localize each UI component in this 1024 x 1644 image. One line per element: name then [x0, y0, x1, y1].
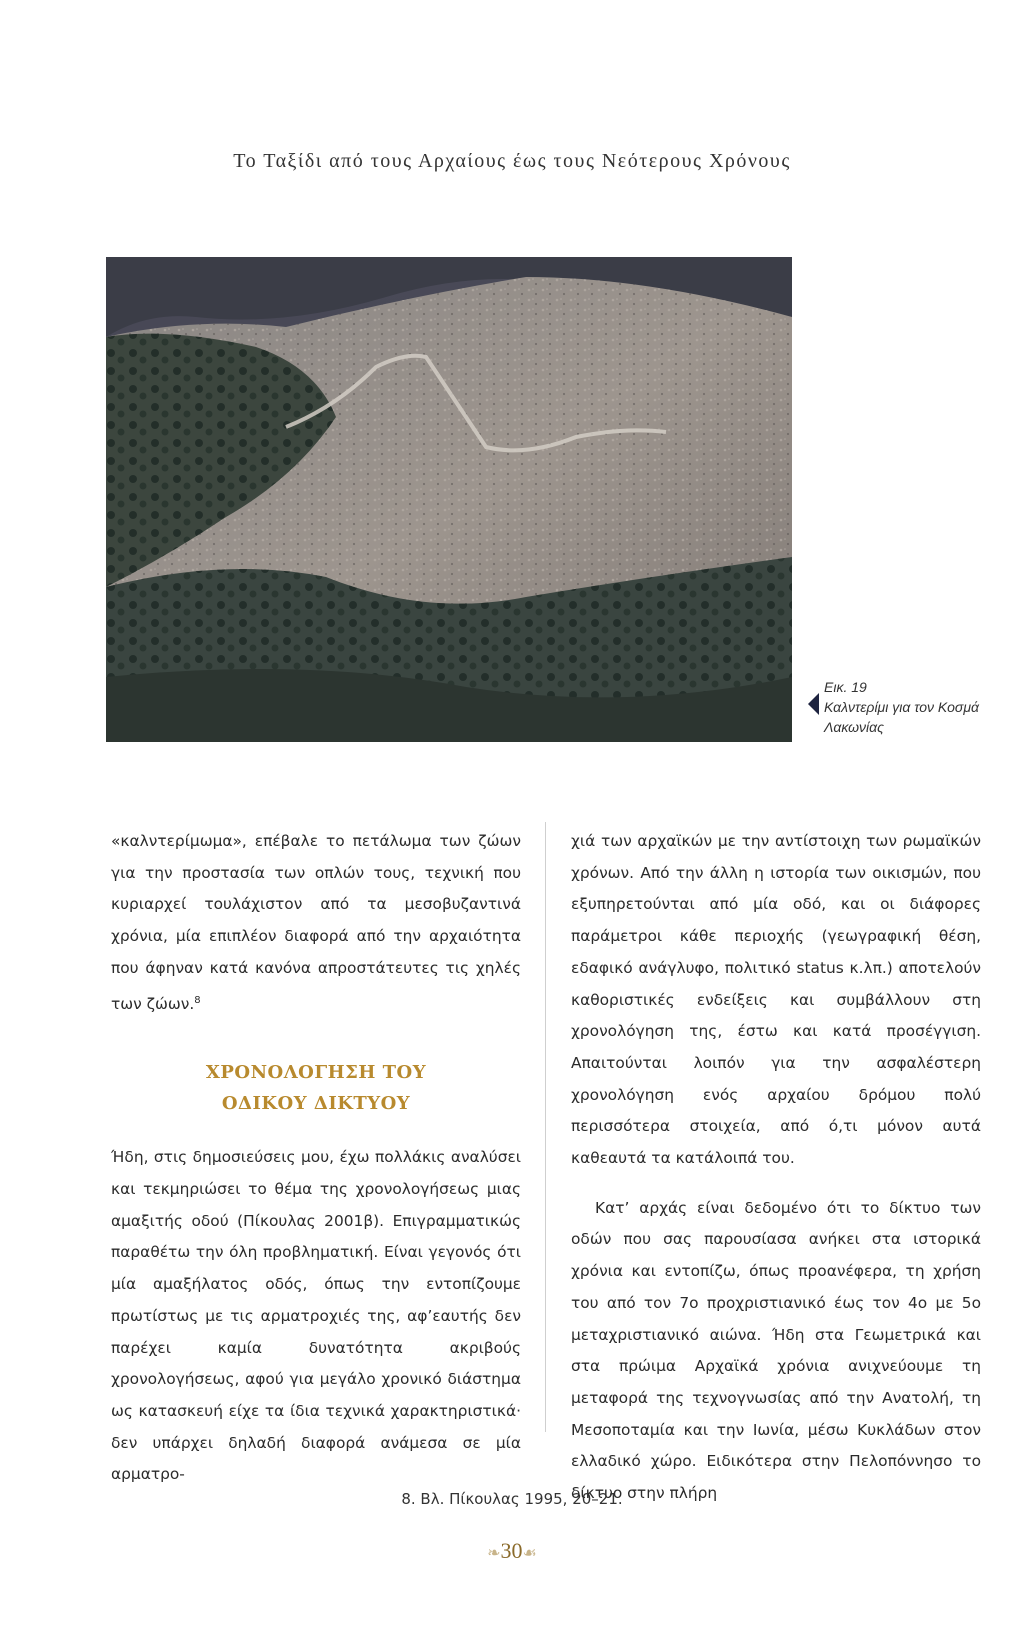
- body-paragraph: Ήδη, στις δημοσιεύσεις μου, έχω πολλάκις αναλύσει και τεκμηριώσει το θέμα της χρονολογήσεως μιας αμαξιτής οδού (Πίκουλας 2001β). Επιγραμματικώς παραθέτω την όλη προβληματική. Είναι γεγονός ότι μία αμαξήλατος οδός, όπως την εντοπίζουμε πρωτίστως με τις αρματροχιές της, αφ’εαυτής δεν παρέχει καμία δυνατότητα ακριβούς χρονολογήσεως, αφού για μεγάλο χρονικό διάστημα ως κατασκευή είχε τα ίδια τεχνικά χαρακτηριστικά· δεν υπάρχει δηλαδή διαφορά ανάμεσα σε μία αρματρο-: [111, 1148, 521, 1484]
- right-ornament-icon: ☙: [522, 1545, 537, 1562]
- intro-text: «καλντερίμωμα», επέβαλε το πετάλωμα των ζώων για την προστασία των οπλών τους, τεχνική που κυριαρχεί τουλάχιστον από τα μεσοβυζαντινά χρόνια, μία επιπλέον διαφορά από την αρχαιότητα που άφηναν κατά κανόνα απροστάτευτες τις χηλές των ζώων.: [111, 832, 521, 1013]
- page-number-value: 30: [500, 1538, 523, 1563]
- page-number: [0, 1538, 1024, 1564]
- left-column: [111, 826, 521, 1491]
- heading-line-1: ΧΡΟΝΟΛΟΓΗΣΗ ΤΟΥ: [205, 1062, 427, 1084]
- intro-paragraph: [111, 826, 521, 1020]
- landscape-image: [106, 257, 792, 742]
- caption-line-2: Λακωνίας: [824, 719, 884, 735]
- footnote-ref[interactable]: 8: [194, 994, 201, 1006]
- mountain-path-photo: [106, 257, 792, 742]
- right-paragraph-1: χιά των αρχαϊκών με την αντίστοιχη των ρωμαϊκών χρόνων. Από την άλλη η ιστορία των οικισμών, που εξυπηρετούνται από μία οδό, και οι διάφορες παράμετροι κάθε περιοχής (γεωγραφική θέση, εδαφικό ανάγλυφο, πολιτικό status κ.λπ.) αποτελούν καθοριστικές ενδείξεις και συμβάλλουν στη χρονολόγηση της, έστω και κατά προσέγγιση. Απαιτούνται λοιπόν για την ασφαλέστερη χρονολόγηση ενός αρχαίου δρόμου πολύ περισσότερα στοιχεία, από ό,τι μόνον αυτά καθεαυτά τα κατάλοιπά του.: [571, 832, 981, 1168]
- section-heading: [111, 1057, 521, 1119]
- column-divider: [545, 822, 546, 1432]
- figure-caption: [824, 677, 1014, 737]
- caption-pointer-icon: [808, 693, 819, 715]
- footnote: 8. Βλ. Πίκουλας 1995, 20–21.: [401, 1490, 623, 1508]
- running-head: Το Ταξίδι από τους Αρχαίους έως τους Νεότερους Χρόνους: [233, 150, 791, 172]
- left-ornament-icon: ❧: [487, 1545, 501, 1562]
- figure-label: Εικ. 19: [824, 679, 867, 695]
- heading-line-2: ΟΔΙΚΟΥ ΔΙΚΤΥΟΥ: [221, 1093, 411, 1115]
- caption-line-1: Καλντερίμι για τον Κοσμά: [824, 699, 979, 715]
- right-paragraph-2: Κατ’ αρχάς είναι δεδομένο ότι το δίκτυο των οδών που σας παρουσίασα ανήκει στα ιστορικά χρόνια και εντοπίζω, όπως προανέφερα, τη χρήση του από τον 7ο προχριστιανικό έως τον 4ο με 5ο μεταχριστιανικό αιώνα. Ήδη στα Γεωμετρικά και στα πρώιμα Αρχαϊκά χρόνια ανιχνεύουμε τη μεταφορά της τεχνογνωσίας από την Ανατολή, τη Μεσοποταμία και την Ιωνία, μέσω Κυκλάδων στον ελλαδικό χώρο. Ειδικότερα στην Πελοπόννησο το δίκτυο στην πλήρη: [571, 1198, 981, 1503]
- right-column: [571, 826, 981, 1510]
